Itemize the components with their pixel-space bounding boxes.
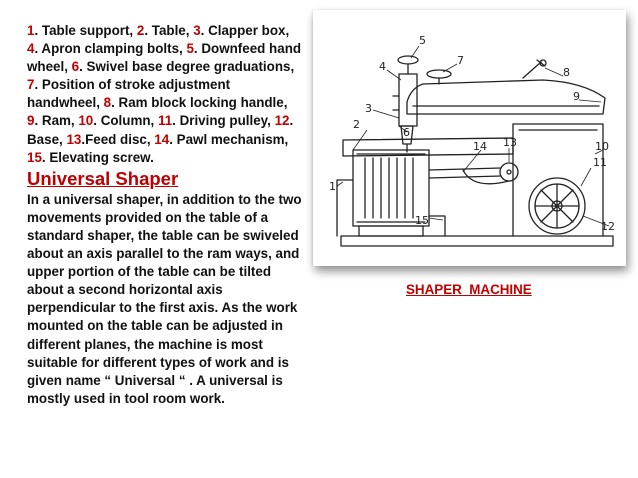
section-heading: Universal Shaper [27,167,179,189]
legend-entry [104,95,288,110]
feed-disc [500,163,518,181]
legend-text: . Ram, [34,113,79,129]
callout-label: 14 [473,140,487,153]
callout-label: 4 [379,60,386,73]
legend-entry [158,113,275,128]
shaper-figure [313,10,626,266]
legend-number: 1 [27,23,35,38]
callout-label: 6 [403,126,410,139]
legend-text: . Table, [144,23,194,38]
legend-number: 9 [27,113,35,129]
legend-number: 12 [274,113,290,129]
cross-rail [343,138,513,156]
legend-text: . Base, [27,113,294,147]
legend-entry [154,132,288,147]
legend-entry [66,132,154,147]
legend-number: 14 [154,131,170,147]
callout-label: 1 [329,180,336,193]
legend-entry [27,23,137,38]
legend-entry [72,59,295,74]
table-support [359,226,423,236]
base-outline [341,236,613,246]
legend-number: 2 [136,23,145,38]
column-body [513,124,603,236]
legend-text: . Downfeed hand wheel, [27,41,302,75]
legend-number: 8 [103,95,112,111]
legend-number: 11 [157,113,173,129]
callout-label: 7 [457,54,464,67]
callout-label: 12 [601,220,615,233]
legend-text: . Apron clamping bolts, [34,41,187,57]
legend-text: .Feed disc, [81,131,155,147]
legend-text: . Ram block locking handle, [111,95,288,111]
callout-label: 15 [415,214,429,227]
legend-text: . Table support, [34,23,137,38]
legend-text: . Elevating screw. [41,149,154,165]
legend-text: . Swivel base degree graduations, [79,59,295,75]
callout-label: 2 [353,118,360,131]
legend-number: 7 [27,77,35,93]
legend-number: 10 [78,113,94,129]
callout-label: 9 [573,90,580,103]
legend-number: 13 [66,131,82,147]
figure-caption: SHAPER MACHINE [406,282,532,297]
ram-locking-handle [523,60,545,78]
legend-text: . Position of stroke adjustment handwheel, [27,77,231,111]
legend-number: 15 [27,149,42,165]
callout-label: 8 [563,66,570,79]
legend-text: . Driving pulley, [172,113,275,129]
legend-number: 5 [186,41,194,57]
legend-entry [137,23,193,38]
legend-text: . Pawl mechanism, [169,131,289,147]
callout-label: 13 [503,136,517,149]
callout-label: 10 [595,140,609,153]
legend-number: 6 [71,59,80,75]
legend-entry [27,41,186,56]
callout-label: 5 [419,34,426,47]
legend-text: . Column, [93,113,158,129]
legend-text: . Clapper box, [200,23,290,38]
legend-entry [27,150,154,165]
legend-entry [27,113,78,128]
stroke-handwheel [427,70,451,78]
downfeed-handwheel [398,56,418,64]
legend-number: 4 [27,41,35,57]
text-column [27,22,302,408]
shaper-diagram [313,10,626,266]
legend-entry [78,113,158,128]
legend-entry [193,23,289,38]
callout-label: 3 [365,102,372,115]
parts-legend [27,22,302,167]
callout-label: 11 [593,156,607,169]
section-body: In a universal shaper, in addition to the two movements provided on the table of a standard shaper, the table can be swiveled about an axis parallel to the ram ways, and upper portion of the table can be tilted about a second horizontal axis perpendicular to the first axis. As the work mounted on the table can be adjusted in different planes, the machine is most suitable for different types of work and is given name “ Universal “ . A universal is mostly used in tool room work. [27,191,302,406]
legend-number: 3 [193,23,201,38]
